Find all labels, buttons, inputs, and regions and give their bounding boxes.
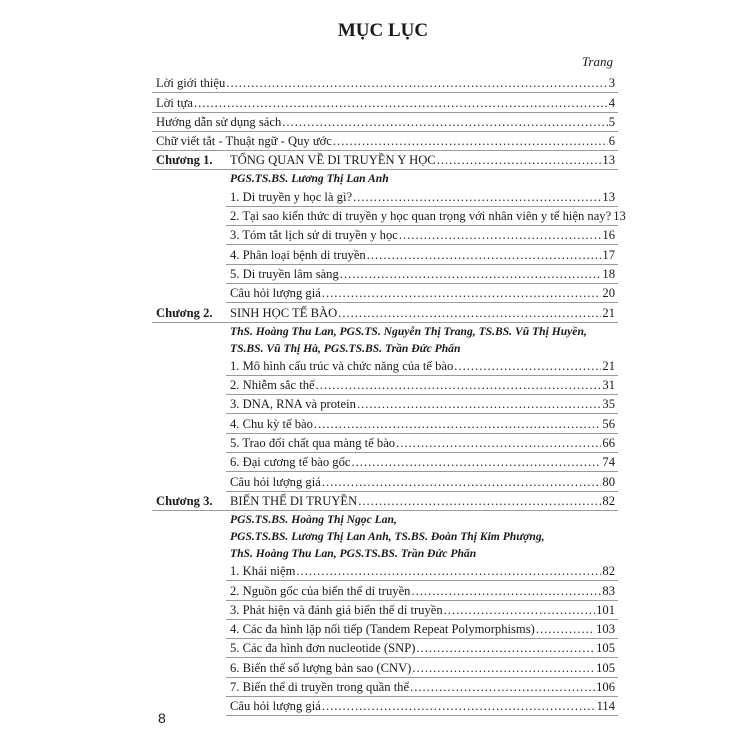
author-line: TS.BS. Vũ Thị Hà, PGS.TS.BS. Trần Đức Phấn	[230, 341, 461, 355]
toc-subentry[interactable]	[226, 357, 618, 376]
entry-page: 80	[602, 474, 615, 489]
dot-leader	[314, 416, 602, 432]
entry-title: TỔNG QUAN VỀ DI TRUYỀN Y HỌC	[230, 153, 436, 168]
entry-page: 106	[596, 680, 615, 695]
entry-title: 2. Nhiễm sắc thể	[230, 378, 315, 393]
entry-title: BIẾN THỂ DI TRUYỀN	[230, 493, 358, 508]
entry-title: 3. DNA, RNA và protein	[230, 397, 356, 412]
chapter-authors	[230, 323, 618, 357]
dot-leader	[536, 621, 595, 637]
entry-title: 4. Các đa hình lặp nối tiếp (Tandem Repeat Polymorphisms)	[230, 622, 535, 637]
page-number: 8	[158, 710, 166, 726]
dot-leader	[367, 247, 602, 263]
toc-subentry[interactable]	[226, 284, 618, 303]
entry-page: 16	[602, 228, 615, 243]
dot-leader	[226, 75, 607, 91]
entry-page: 82	[602, 493, 615, 508]
entry-title: 1. Di truyền y học là gì?	[230, 189, 353, 204]
entry-title: Chữ viết tắt - Thuật ngữ - Quy ước	[156, 134, 332, 149]
dot-leader	[194, 95, 608, 111]
entry-title: 3. Phát hiện và đánh giá biến thể di truyền	[230, 602, 443, 617]
toc-subentry[interactable]	[226, 658, 618, 677]
entry-page: 21	[602, 305, 615, 320]
entry-page: 35	[602, 397, 615, 412]
entry-title: 5. Trao đổi chất qua màng tế bào	[230, 436, 396, 451]
toc-subentry[interactable]	[226, 187, 618, 206]
entry-page: 103	[596, 622, 615, 637]
entry-page: 17	[602, 247, 615, 262]
entry-title: 6. Đại cương tế bào gốc	[230, 455, 351, 470]
toc-subentry[interactable]	[226, 376, 618, 395]
chapter-number: Chương 1.	[156, 153, 213, 168]
dot-leader	[357, 396, 601, 412]
entry-title: Hướng dẫn sử dụng sách	[156, 114, 282, 129]
entry-page: 13	[613, 209, 626, 224]
dot-leader	[411, 583, 601, 599]
entry-page: 13	[602, 153, 615, 168]
dot-leader	[437, 152, 602, 168]
entry-title: 2. Nguồn gốc của biến thể di truyền	[230, 583, 411, 598]
entry-title: 3. Tóm tắt lịch sử di truyền y học	[230, 228, 398, 243]
toc-subentry[interactable]	[226, 639, 618, 658]
toc-subentry[interactable]	[226, 601, 618, 620]
dot-leader	[416, 640, 595, 656]
entry-title: 5. Di truyền lâm sàng	[230, 266, 339, 281]
entry-title: 4. Phân loại bệnh di truyền	[230, 247, 366, 262]
entry-title: Câu hỏi lượng giá	[230, 699, 321, 714]
entry-title: SINH HỌC TẾ BÀO	[230, 305, 338, 320]
entry-page: 20	[602, 286, 615, 301]
toc-subentry[interactable]	[226, 453, 618, 472]
author-line: ThS. Hoàng Thu Lan, PGS.TS.BS. Trần Đức Phấn	[230, 546, 477, 560]
dot-leader	[296, 563, 601, 579]
toc-subentry[interactable]	[226, 395, 618, 414]
entry-page: 4	[608, 95, 615, 110]
dot-leader	[396, 435, 601, 451]
dot-leader	[333, 133, 608, 149]
entry-title: 5. Các đa hình đơn nucleotide (SNP)	[230, 641, 416, 656]
entry-page: 82	[602, 564, 615, 579]
toc-subentry[interactable]	[226, 678, 618, 697]
entry-page: 31	[602, 378, 615, 393]
entry-page: 66	[602, 436, 615, 451]
toc-entry[interactable]	[152, 93, 618, 112]
chapter-number: Chương 2.	[156, 305, 213, 320]
toc-subentry[interactable]	[226, 581, 618, 600]
dot-leader	[340, 266, 602, 282]
entry-page: 114	[596, 699, 615, 714]
toc-entry[interactable]	[152, 132, 618, 151]
dot-leader	[353, 189, 601, 205]
toc-subentry[interactable]	[226, 472, 618, 491]
entry-title: 1. Mô hình cấu trúc và chức năng của tế bào	[230, 358, 454, 373]
toc-subentry[interactable]	[226, 265, 618, 284]
entry-title: 1. Khái niệm	[230, 564, 296, 579]
entry-page: 83	[602, 583, 615, 598]
chapter-number: Chương 3.	[156, 493, 213, 508]
entry-title: 2. Tại sao kiến thức di truyền y học quan trọng với nhân viên y tế hiện nay?	[230, 209, 612, 224]
dot-leader	[322, 698, 596, 714]
entry-page: 21	[602, 358, 615, 373]
entry-page: 74	[602, 455, 615, 470]
chapter-authors	[230, 170, 618, 187]
entry-title: 6. Biến thể số lượng bản sao (CNV)	[230, 660, 412, 675]
entry-page: 5	[608, 114, 615, 129]
dot-leader	[399, 227, 602, 243]
author-line: PGS.TS.BS. Lương Thị Lan Anh	[230, 172, 389, 186]
dot-leader	[444, 602, 595, 618]
dot-leader	[358, 493, 601, 509]
toc-subentry[interactable]	[226, 434, 618, 453]
entry-page: 105	[596, 641, 615, 656]
entry-title: 7. Biến thể di truyền trong quần thể	[230, 680, 410, 695]
dot-leader	[282, 114, 607, 130]
chapter-authors	[230, 511, 618, 562]
toc-entry[interactable]	[152, 74, 618, 93]
entry-title: Câu hỏi lượng giá	[230, 474, 321, 489]
entry-page: 6	[608, 134, 615, 149]
author-line: ThS. Hoàng Thu Lan, PGS.TS. Nguyễn Thị Trang, TS.BS. Vũ Thị Huyền,	[230, 324, 587, 338]
chapter-heading[interactable]	[152, 151, 618, 170]
dot-leader	[412, 660, 595, 676]
entry-title: 4. Chu kỳ tế bào	[230, 416, 313, 431]
page-title: MỤC LỤC	[337, 20, 429, 41]
entry-page: 56	[602, 416, 615, 431]
dot-leader	[338, 305, 601, 321]
entry-title: Lời tựa	[156, 95, 193, 110]
toc-subentry[interactable]	[226, 226, 618, 245]
dot-leader	[322, 285, 602, 301]
chapter-heading[interactable]	[152, 303, 618, 322]
toc-subentry[interactable]	[226, 697, 618, 716]
dot-leader	[316, 377, 602, 393]
toc-subentry[interactable]	[226, 414, 618, 433]
entry-page: 3	[608, 76, 615, 91]
toc-subentry[interactable]	[226, 207, 626, 226]
entry-page: 18	[602, 266, 615, 281]
page-column-label: Trang	[581, 54, 613, 69]
author-line: PGS.TS.BS. Hoàng Thị Ngọc Lan,	[230, 512, 397, 526]
table-of-contents	[152, 74, 626, 716]
dot-leader	[410, 679, 595, 695]
dot-leader	[352, 454, 602, 470]
entry-page: 105	[596, 660, 615, 675]
entry-page: 101	[596, 602, 615, 617]
entry-page: 13	[602, 189, 615, 204]
toc-subentry[interactable]	[226, 620, 618, 639]
entry-title: Câu hỏi lượng giá	[230, 286, 321, 301]
dot-leader	[322, 474, 602, 490]
toc-subentry[interactable]	[226, 245, 618, 264]
chapter-heading[interactable]	[152, 492, 618, 511]
author-line: PGS.TS.BS. Lương Thị Lan Anh, TS.BS. Đoàn Thị Kim Phượng,	[230, 529, 545, 543]
toc-entry[interactable]	[152, 113, 618, 132]
dot-leader	[454, 358, 601, 374]
entry-title: Lời giới thiệu	[156, 76, 226, 91]
toc-subentry[interactable]	[226, 562, 618, 581]
